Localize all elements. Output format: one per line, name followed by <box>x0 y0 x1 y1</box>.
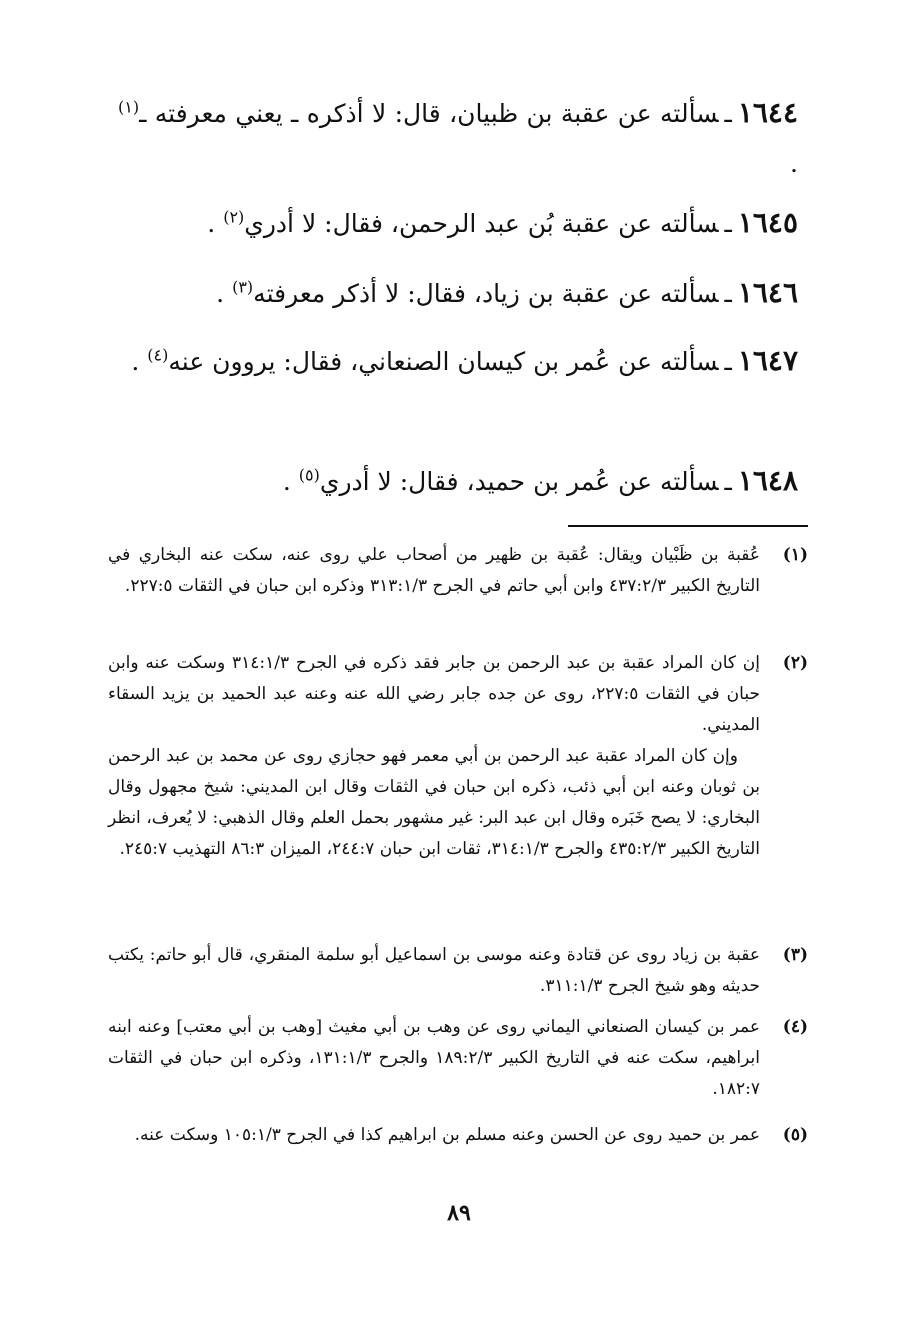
footnote-separator <box>568 525 808 527</box>
footnote-text: عقبة بن زياد روى عن قتادة وعنه موسى بن اسماعيل أبو سلمة المنقري، قال أبو حاتم: يكتب حديثه وهو شيخ الجرح ٣١١:١/٣. <box>108 945 760 996</box>
footnote-number: (٤) <box>782 1017 808 1037</box>
entry-number: ١٦٤٦ <box>737 276 798 309</box>
footnote-continuation: وإن كان المراد عقبة عبد الرحمن بن أبي معمر فهو حجازي روى عن محمد بن عبد الرحمن بن ثوبان وعنه ابن أبي ذئب، ذكره ابن حبان في الثقات وقال ابن المديني: شيخ مجهول وقال البخاري: لا يصح خَبَره وقال ابن عبد البر: غير مشهور بحمل العلم وقال الذهبي: لا يُعرف، انظر التاريخ الكبير ٤٣٥:٢/٣ والجرح ٣١٤:١/٣، ثقات ابن حبان ٢٤٤:٧، الميزان ٨٦:٣ التهذيب ٢٤٥:٧. <box>108 746 760 859</box>
footnote-ref[interactable]: (٥) <box>298 465 320 485</box>
entry-number: ١٦٤٧ <box>737 344 798 377</box>
page-number: ٨٩ <box>447 1200 471 1226</box>
footnote-1 <box>108 540 808 602</box>
footnote-3 <box>108 940 808 1002</box>
footnote-number: (٢) <box>782 653 808 673</box>
footnote-number: (٥) <box>782 1125 808 1145</box>
footnote-ref[interactable]: (٢) <box>223 207 245 227</box>
entry-text: سألته عن عقبة بن ظبيان، قال: لا أذكره ـ يعني معرفته ـ <box>139 99 719 128</box>
footnote-4 <box>108 1012 808 1105</box>
footnote-2 <box>108 648 808 865</box>
footnote-ref[interactable]: (٣) <box>232 277 254 297</box>
footnote-5 <box>108 1120 808 1151</box>
entry-1646: ١٦٤٦ـسألته عن عقبة بن زياد، فقال: لا أذكر معرفته$^{(٣)}$ . <box>216 276 798 309</box>
footnote-text: إن كان المراد عقبة بن عبد الرحمن بن جابر فقد ذكره في الجرح ٣١٤:١/٣ وسكت عنه وابن حبان في الثقات ٢٢٧:٥، روى عن جده جابر رضي الله عنه وعنه عبد الحميد بن يزيد السقاء المديني. <box>108 653 760 735</box>
entry-number: ١٦٤٨ <box>737 464 798 497</box>
entry-text: سألته عن عقبة بُن عبد الرحمن، فقال: لا أدري <box>244 209 719 238</box>
entry-1645: ١٦٤٥ـسألته عن عقبة بُن عبد الرحمن، فقال: لا أدري$^{(٢)}$ . <box>207 206 798 239</box>
entry-text: سألته عن عُمر بن كيسان الصنعاني، فقال: يروون عنه <box>168 347 719 376</box>
entry-1644: ١٦٤٤ـسألته عن عقبة بن ظبيان، قال: لا أذكره ـ يعني معرفته ـ$^{(١)}$ . <box>118 96 798 178</box>
entry-1648: ١٦٤٨ـسألته عن عُمر بن حميد، فقال: لا أدري$^{(٥)}$ . <box>282 464 798 497</box>
entry-1647: ١٦٤٧ـسألته عن عُمر بن كيسان الصنعاني، فقال: يروون عنه$^{(٤)}$ . <box>131 344 798 377</box>
entry-number: ١٦٤٤ <box>737 96 798 129</box>
entry-text: سألته عن عُمر بن حميد، فقال: لا أدري <box>319 467 719 496</box>
footnote-ref[interactable]: (٤) <box>147 345 169 365</box>
footnote-text: عمر بن حميد روى عن الحسن وعنه مسلم بن ابراهيم كذا في الجرح ١٠٥:١/٣ وسكت عنه. <box>134 1125 760 1145</box>
entry-number: ١٦٤٥ <box>737 206 798 239</box>
footnote-text: عُقبة بن ظَبْيان ويقال: عُقبة بن ظهير من أصحاب علي روى عنه، سكت عنه البخاري في التاريخ الكبير ٤٣٧:٢/٣ وابن أبي حاتم في الجرح ٣١٣:١/٣ وذكره ابن حبان في الثقات ٢٢٧:٥. <box>108 545 760 596</box>
footnote-number: (٣) <box>782 945 808 965</box>
footnote-text: عمر بن كيسان الصنعاني اليماني روى عن وهب بن أبي مغيث [وهب بن أبي معتب] وعنه ابنه ابراهيم، سكت عنه في التاريخ الكبير ١٨٩:٢/٣ والجرح ١٣١:١/٣، وذكره ابن حبان في الثقات ١٨٢:٧. <box>108 1017 760 1099</box>
entry-text: سألته عن عقبة بن زياد، فقال: لا أذكر معرفته <box>253 279 719 308</box>
footnote-number: (١) <box>782 545 808 565</box>
footnote-ref[interactable]: (١) <box>118 97 140 117</box>
